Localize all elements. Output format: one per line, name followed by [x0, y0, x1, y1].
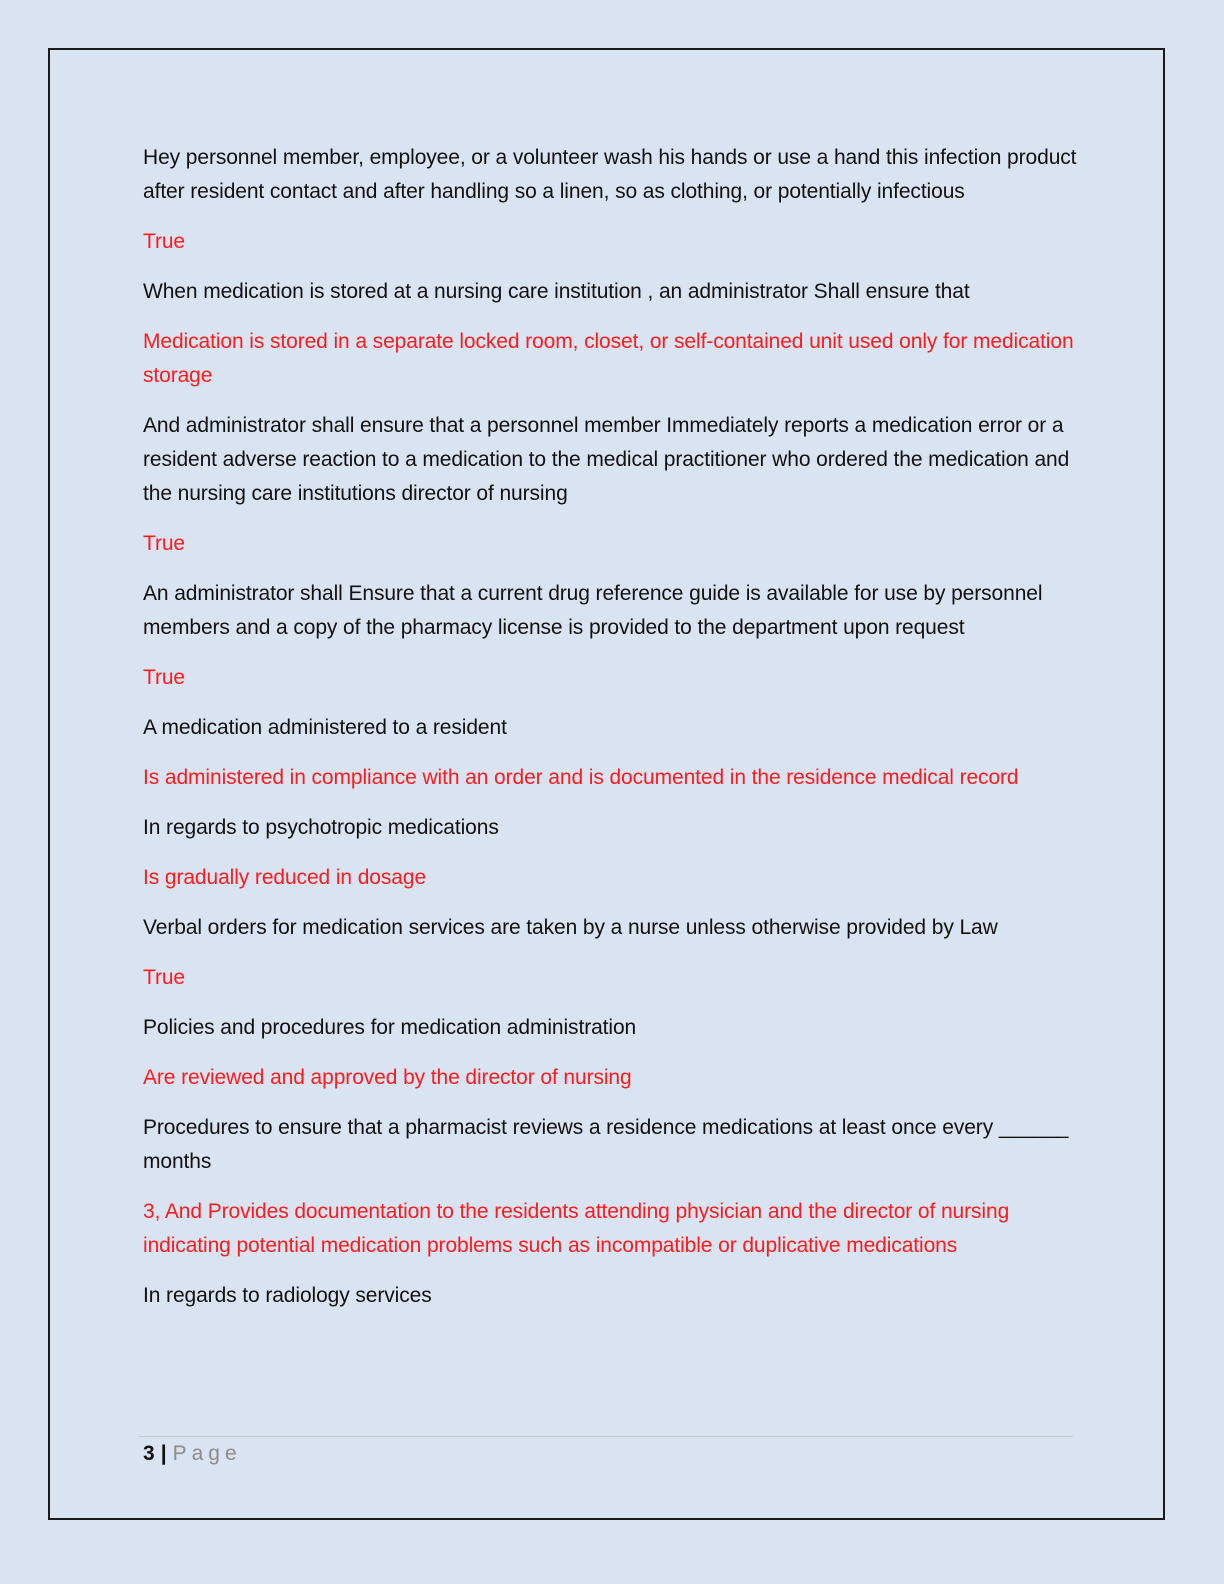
document-body: [143, 141, 1078, 1329]
question-text: And administrator shall ensure that a personnel member Immediately reports a medication error or a resident adverse reaction to a medication to the medical practitioner who ordered the medication and the nursing care institutions director of nursing: [143, 414, 1070, 505]
question-text: In regards to radiology services: [143, 1284, 432, 1307]
footer-separator: |: [160, 1442, 167, 1465]
page-label: Page: [172, 1442, 242, 1465]
answer-text: True: [143, 966, 185, 989]
footer-divider: [139, 1436, 1073, 1437]
question-text: Policies and procedures for medication administration: [143, 1016, 637, 1039]
page-number: 3: [143, 1442, 155, 1465]
answer-text: True: [143, 666, 185, 689]
question-text: Hey personnel member, employee, or a volunteer wash his hands or use a hand this infection product after resident contact and after handling so a linen, so as clothing, or potentially infectious: [143, 146, 1077, 203]
question-text: In regards to psychotropic medications: [143, 816, 499, 839]
answer-text: Is administered in compliance with an order and is documented in the residence medical record: [143, 766, 1019, 789]
answer-text: True: [143, 532, 185, 555]
answer-text: True: [143, 230, 185, 253]
question-text: A medication administered to a resident: [143, 716, 507, 739]
question-text: An administrator shall Ensure that a current drug reference guide is available for use by personnel members and a copy of the pharmacy license is provided to the department upon request: [143, 582, 1043, 639]
answer-text: 3, And Provides documentation to the residents attending physician and the director of nursing indicating potential medication problems such as incompatible or duplicative medications: [143, 1200, 1010, 1257]
answer-text: Medication is stored in a separate locked room, closet, or self-contained unit used only for medication storage: [143, 330, 1074, 387]
question-text: When medication is stored at a nursing care institution , an administrator Shall ensure that: [143, 280, 970, 303]
answer-text: Are reviewed and approved by the director of nursing: [143, 1066, 632, 1089]
question-text: Procedures to ensure that a pharmacist reviews a residence medications at least once every ______ months: [143, 1116, 1069, 1173]
answer-text: Is gradually reduced in dosage: [143, 866, 427, 889]
question-text: Verbal orders for medication services are taken by a nurse unless otherwise provided by Law: [143, 916, 998, 939]
page-footer: [143, 1440, 242, 1468]
